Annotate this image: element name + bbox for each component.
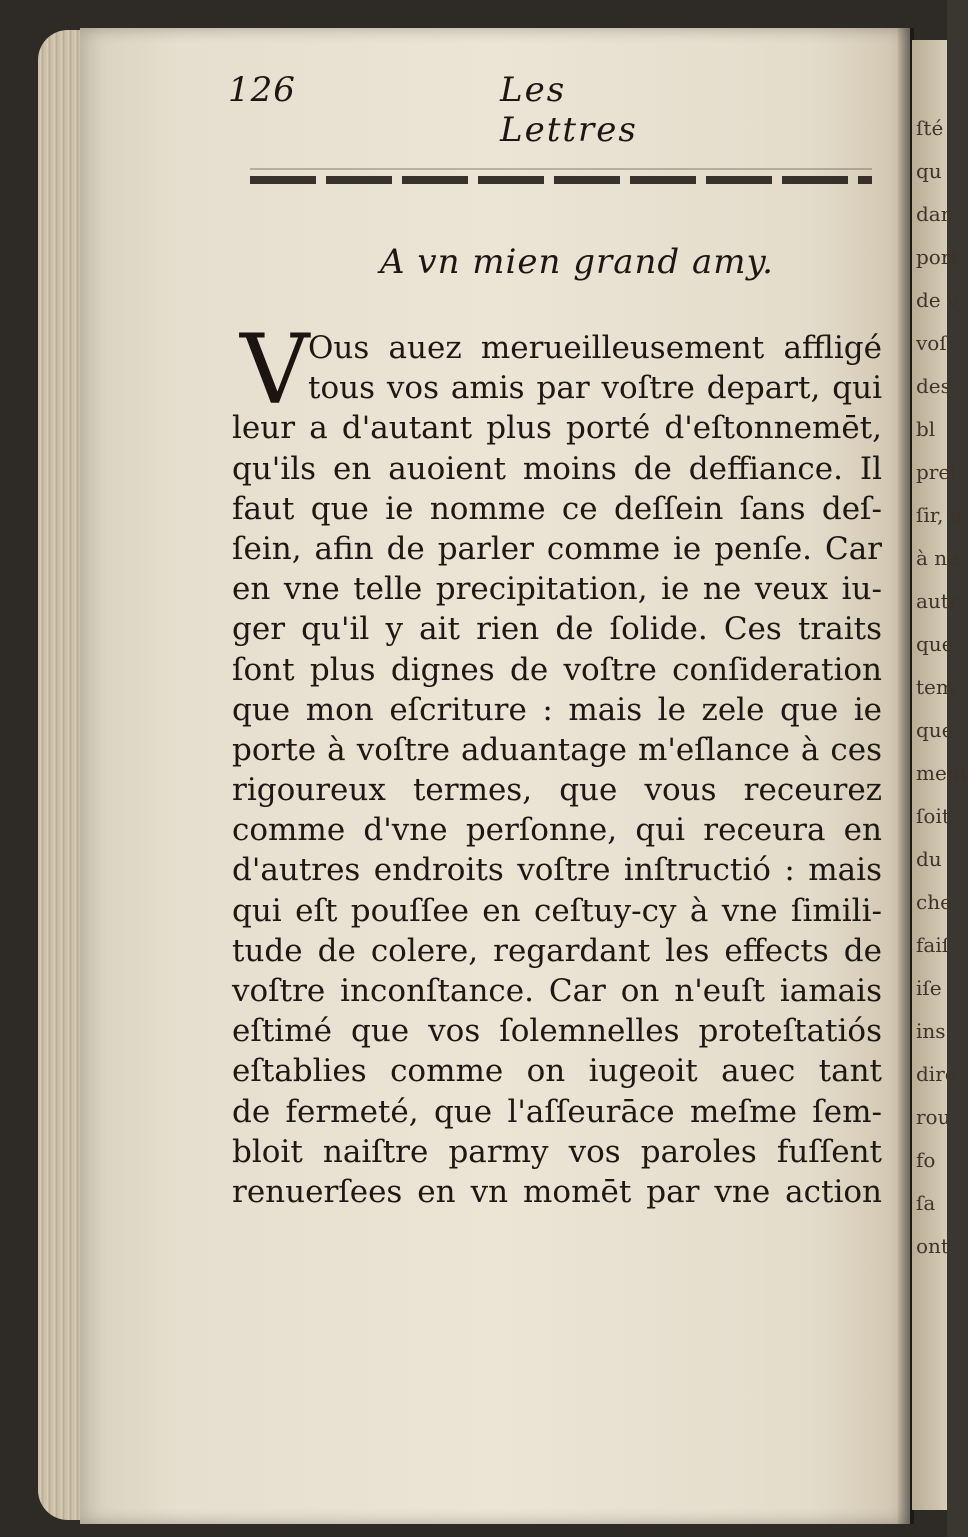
text-line: Ous auez merueilleusement affligé [308,330,882,366]
adjacent-text-fragment: ſir, a [916,503,962,527]
adjacent-text-fragment: tem [916,675,955,699]
adjacent-text-fragment: che [916,890,952,914]
adjacent-text-fragment: de v [916,288,959,312]
text-line: qu'ils en auoient moins de deffiance. Il [232,450,882,487]
text-line: leur a d'autant plus porté d'eſtonnemēt, [232,410,882,447]
adjacent-text-fragment: des [916,374,951,398]
adjacent-text-fragment: rou [916,1105,951,1129]
adjacent-text-fragment: port [916,245,959,269]
text-line: bloit naiſtre parmy vos paroles fuſſent [232,1133,882,1170]
letter-title: A vn mien grand amy. [380,242,774,282]
adjacent-text-fragment: ment [916,761,968,785]
adjacent-text-fragment: dire [916,1062,957,1086]
adjacent-text-fragment: que [916,718,954,742]
running-head: Les Lettres [500,70,638,150]
text-line: tous vos amis par voſtre depart, qui [308,370,882,407]
adjacent-text-fragment: dan [916,202,954,226]
adjacent-text-fragment: ſoit [916,804,950,828]
text-line: rigoureux termes, que vous receurez [232,772,882,809]
adjacent-text-fragment: à ne [916,546,959,570]
adjacent-text-fragment: prel [916,460,957,484]
text-line: que mon eſcriture : mais le zele que ie [232,691,882,728]
text-line: ſont plus dignes de voſtre conſideration [232,651,882,688]
text-line: eſtimé que vos ſolemnelles proteſtatiós [232,1013,882,1050]
text-line: de fermeté, que l'aſſeurāce meſme ſem- [232,1093,882,1130]
text-line: faut que ie nomme ce deſſein ſans deſ- [232,490,882,527]
text-line: tude de colere, regardant les effects de [232,932,882,969]
adjacent-text-fragment: bl [916,417,936,441]
adjacent-text-fragment: ins [916,1019,946,1043]
text-line: ger qu'il y ait rien de ſolide. Ces traits [232,611,882,648]
header-rule-thin [250,168,872,170]
text-line: ſein, afin de parler comme ie penſe. Car [232,530,882,567]
text-line: voſtre inconſtance. Car on n'euſt iamais [232,973,882,1009]
text-line: renuerſees en vn momēt par vne action [232,1173,882,1210]
adjacent-text-fragment: qu [916,159,942,183]
adjacent-text-fragment: fo [916,1148,936,1172]
text-line: en vne telle precipitation, ie ne veux iu- [232,571,882,608]
drop-cap: V [240,314,310,426]
adjacent-text-fragment: ont [916,1234,949,1258]
adjacent-text-fragment: du [916,847,942,871]
header-rule [250,176,872,184]
adjacent-page-edge [912,40,968,1510]
text-line: d'autres endroits voſtre inſtructió : mais [232,852,882,889]
adjacent-text-fragment: que [916,632,954,656]
text-line: porte à voſtre aduantage m'eſlance à ces [232,731,882,768]
adjacent-text-fragment: autr [916,589,959,613]
adjacent-text-fragment: ſté [916,116,944,140]
adjacent-text-fragment: iſe [916,976,942,1000]
page-header [228,70,708,150]
text-line: eſtablies comme on iugeoit auec tant [232,1053,882,1090]
adjacent-text-fragment: ſa [916,1191,936,1215]
adjacent-text-fragment: voſ [916,331,947,355]
letter-body [232,328,882,1212]
text-line: comme d'vne perſonne, qui receura en [232,812,882,849]
text-line: qui eſt pouſſee en ceſtuy-cy à vne ſimili- [232,892,882,929]
adjacent-text-fragment: faiſ [916,933,950,957]
page-number: 126 [228,70,296,110]
